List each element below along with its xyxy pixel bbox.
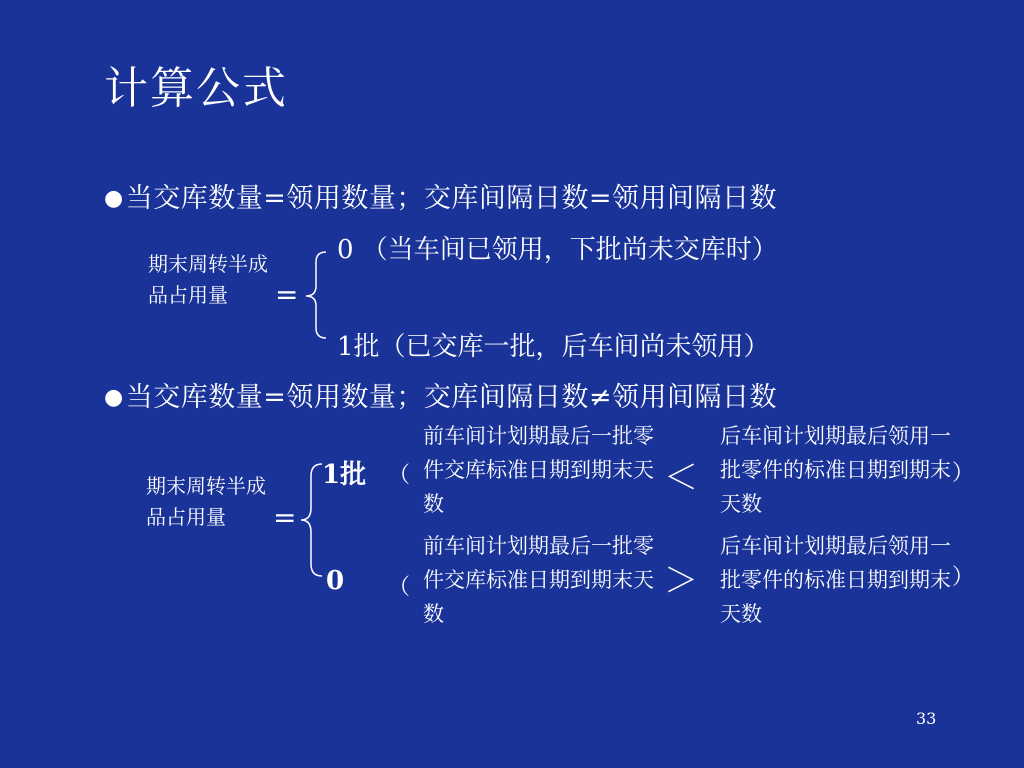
section1-case-bottom: 1批（已交库一批，后车间尚未领用） bbox=[337, 332, 770, 362]
section2-case-bottom-value: 0 bbox=[326, 566, 345, 596]
section2-case-top-right-condition: 后车间计划期最后领用一批零件的标准日期到期末天数 bbox=[720, 424, 951, 516]
page-number: 33 bbox=[916, 709, 937, 728]
section1-label: 期末周转半成品占用量 bbox=[148, 252, 268, 307]
section2-case-top-close-paren: ） bbox=[952, 461, 975, 486]
bullet-icon: ● bbox=[104, 186, 124, 211]
slide-title: 计算公式 bbox=[104, 63, 288, 114]
section2-case-top-open-paren: （ bbox=[388, 463, 411, 488]
section1-brace-icon bbox=[302, 250, 332, 340]
section2-case-top-operator: ＜ bbox=[664, 458, 698, 498]
section2-heading: 当交库数量=领用数量；交库间隔日数≠领用间隔日数 bbox=[125, 382, 777, 413]
section2-case-bottom-close-paren: ） bbox=[952, 565, 975, 590]
section2-equals: = bbox=[273, 501, 297, 534]
section2-case-bottom-operator: ＞ bbox=[664, 561, 698, 601]
bullet-icon: ● bbox=[104, 385, 124, 410]
section2-case-bottom-left-condition: 前车间计划期最后一批零件交库标准日期到期末天数 bbox=[423, 534, 654, 626]
section1-heading-row bbox=[104, 176, 777, 215]
section2-case-top-left-condition: 前车间计划期最后一批零件交库标准日期到期末天数 bbox=[423, 424, 654, 516]
section2-case-bottom-open-paren: （ bbox=[388, 575, 411, 600]
section2-heading-row bbox=[104, 375, 777, 414]
section2-label: 期末周转半成品占用量 bbox=[146, 474, 266, 529]
section2-case-bottom-right-condition: 后车间计划期最后领用一批零件的标准日期到期末天数 bbox=[720, 534, 951, 626]
section2-case-top-value: 1批 bbox=[322, 460, 367, 490]
section1-case-top: 0 （当车间已领用，下批尚未交库时） bbox=[337, 235, 778, 265]
section1-heading: 当交库数量=领用数量；交库间隔日数=领用间隔日数 bbox=[125, 183, 777, 214]
section1-equals: = bbox=[275, 278, 299, 311]
